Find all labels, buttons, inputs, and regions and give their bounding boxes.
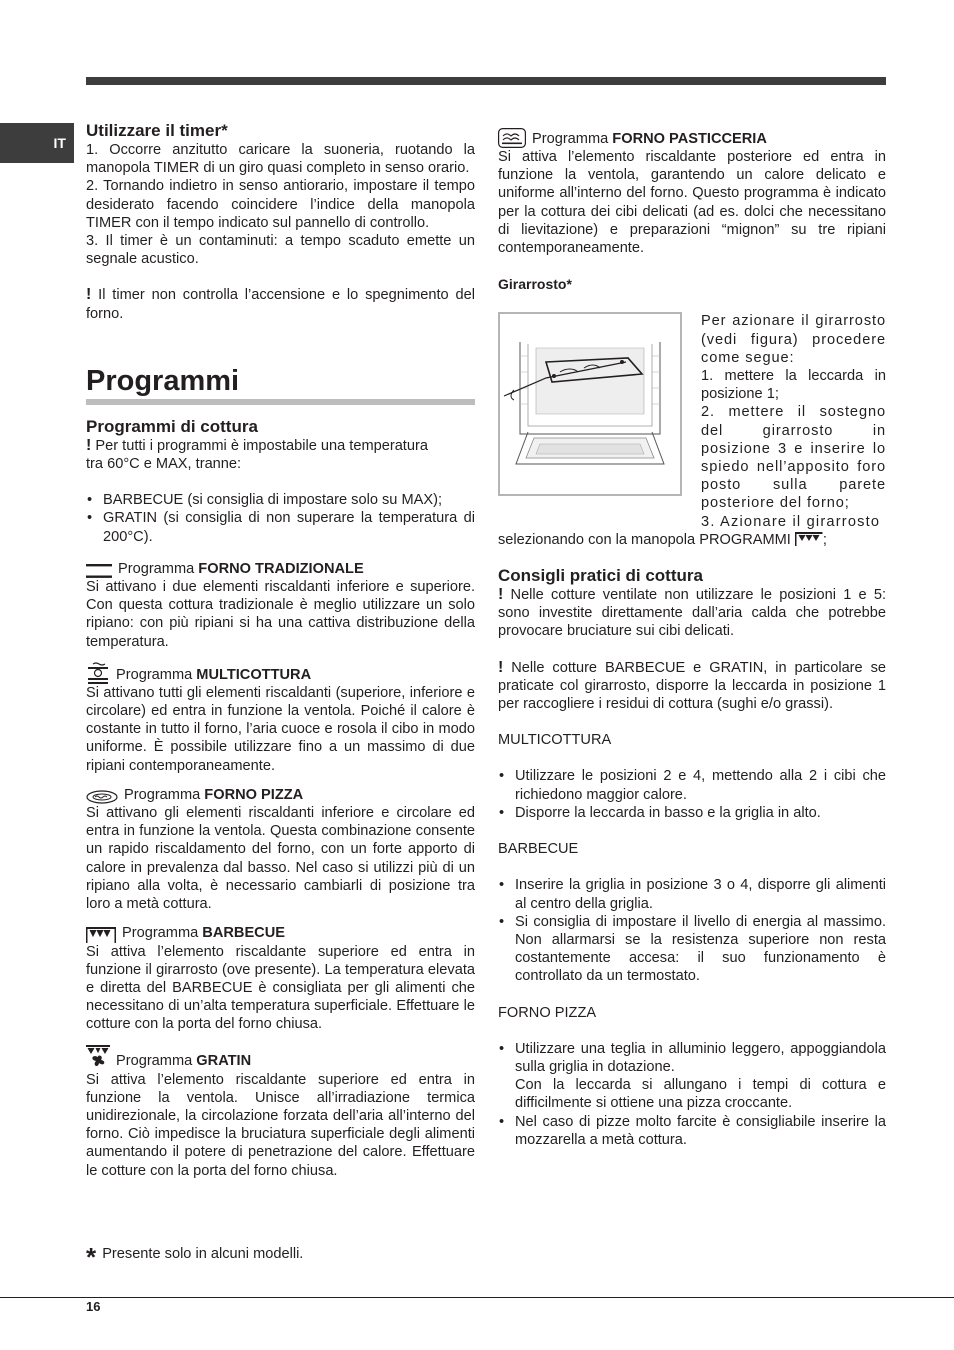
program-prefix: Programma [124, 786, 201, 803]
multicottura-icon [86, 662, 110, 684]
header-rule [86, 77, 886, 85]
exceptions-list [86, 491, 475, 546]
program-heading-forno-pizza [86, 786, 475, 804]
footnote-text: Presente solo in alcuni modelli. [102, 1246, 304, 1262]
girarrosto-line: 2. mettere il sostegno del girarrosto in posizione 3 e inserire lo spiedo nell’apposito foro posto sulla parete posteriore del forno; [701, 404, 886, 512]
list-item: • Disporre la leccarda in basso e la griglia in alto. [498, 804, 886, 822]
girarrosto-tail [498, 531, 886, 549]
barbecue-icon [86, 927, 116, 943]
program-heading-barbecue [86, 924, 475, 942]
program-description: Si attiva l’elemento riscaldante superiore ed entra in funzione la ventola. Unisce all’irradiazione termica unidirezionale, la circolazione forzata dell’aria all’interno del forno. Ciò impedisce la bruciatura superficiale degli alimenti aumentando il potere di penetrazione del calore. Effettuare le cotture con la porta del forno chiusa. [86, 1071, 475, 1179]
girarrosto-tail-end: ; [822, 531, 827, 548]
language-tab: IT [0, 123, 74, 163]
barbecue-icon [795, 532, 823, 546]
timer-heading: Utilizzare il timer* [86, 121, 228, 140]
list-item: • Inserire la griglia in posizione 3 o 4, disporre gli alimenti al centro della griglia. [498, 876, 886, 912]
program-name: FORNO TRADIZIONALE [198, 560, 364, 577]
program-prefix: Programma [118, 560, 195, 577]
right-column [498, 128, 886, 1149]
list-item [498, 1040, 886, 1113]
warning-mark: ! [86, 436, 92, 454]
girarrosto-heading: Girarrosto* [498, 276, 572, 293]
gratin-icon [86, 1045, 110, 1071]
girarrosto-line: 1. mettere la leccarda in posizione 1; [701, 368, 886, 403]
oven-drawing [500, 314, 680, 494]
multicottura-label: MULTICOTTURA [498, 732, 612, 749]
programmi-title: Programmi [86, 365, 475, 405]
program-description: Si attiva l’elemento riscaldante superiore ed entra in funzione il girarrosto (ove presente). La temperatura elevata e diretta del BARBECUE è consigliata per gli alimenti che necessitano di un’alta temperatura superficiale. Effettuare le cotture con la porta del forno chiusa. [86, 943, 475, 1033]
girarrosto-tail-text: selezionando con la manopola PROGRAMMI [498, 531, 791, 548]
consigli-note-1 [498, 586, 886, 641]
girarrosto-section [498, 312, 886, 549]
timer-step-2: 2. Tornando indietro in senso antiorario, impostare il tempo desiderato facendo coincidere l’indice della manopola TIMER con il tempo indicato sul pannello di controllo. [86, 178, 475, 231]
program-name: FORNO PASTICCERIA [612, 130, 767, 147]
program-name: FORNO PIZZA [204, 786, 304, 803]
program-name: BARBECUE [202, 925, 285, 942]
program-description: Si attivano gli elementi riscaldanti inferiore e circolare ed entra in funzione la ventola. Questa combinazione consente un rapido riscaldamento del forno, con un forte apporto di calore in prevalenza dal basso. Nel caso si utilizzi più di un ripiano alla volta, è necessario cambiarli di posizione tra loro a metà cottura. [86, 805, 475, 913]
program-name: GRATIN [196, 1053, 252, 1070]
program-prefix: Programma [122, 925, 199, 942]
list-item: • Utilizzare le posizioni 2 e 4, mettendo alla 2 i cibi che richiedono maggior calore. [498, 767, 886, 803]
left-column [86, 121, 475, 1180]
footer-rule [0, 1297, 954, 1298]
program-prefix: Programma [116, 1053, 193, 1070]
timer-note-text: Il timer non controlla l’accensione e lo spegnimento del forno. [86, 287, 475, 322]
oven-rotisserie-illustration [498, 312, 682, 496]
timer-step-3: 3. Il timer è un contaminuti: a tempo scaduto emette un segnale acustico. [86, 233, 475, 268]
program-prefix: Programma [532, 130, 609, 147]
consigli-heading: Consigli pratici di cottura [498, 566, 703, 586]
list-item-text: Utilizzare una teglia in alluminio leggero, appoggiandola sulla griglia in dotazione. [515, 1040, 886, 1075]
program-heading-gratin [86, 1045, 475, 1071]
programmi-intro [86, 437, 475, 473]
consigli-note-text: Nelle cotture BARBECUE e GRATIN, in particolare se praticate col girarrosto, disporre la leccarda in posizione 1 per raccogliere i residui di cottura (sughi e/o grassi). [498, 659, 886, 713]
forno-tradizionale-icon [86, 564, 112, 578]
warning-mark: ! [86, 286, 92, 304]
program-description: Si attivano i due elementi riscaldanti inferiore e superiore. Con questa cottura tradizionale è meglio utilizzare un solo ripiano: con più ripiani si ha una cattiva distribuzione della temperatura. [86, 579, 475, 650]
program-name: MULTICOTTURA [196, 666, 312, 683]
programmi-cottura-heading: Programmi di cottura [86, 416, 258, 436]
warning-mark: ! [498, 586, 504, 604]
warning-mark: ! [498, 658, 504, 676]
program-heading-forno-pasticceria [498, 128, 886, 148]
barbecue-label: BARBECUE [498, 841, 579, 858]
forno-pizza-icon [86, 790, 118, 804]
timer-note [86, 286, 475, 322]
forno-pasticceria-icon [498, 128, 526, 148]
footnote-mark: * [86, 1242, 97, 1272]
girarrosto-line: Per azionare il girarrosto (vedi figura) procedere come segue: [701, 313, 886, 366]
program-heading-multicottura [86, 662, 475, 684]
list-item-text: Con la leccarda si allungano i tempi di cottura e difficilmente si ottiene una pizza croccante. [515, 1077, 886, 1112]
list-item: • BARBECUE (si consiglia di impostare solo su MAX); [86, 491, 475, 509]
girarrosto-line: 3. Azionare il girarrosto [701, 513, 881, 530]
multicottura-list [498, 767, 886, 822]
forno-pizza-label: FORNO PIZZA [498, 1004, 597, 1021]
footnote [86, 1242, 304, 1272]
forno-pizza-list [498, 1040, 886, 1149]
program-description: Si attiva l’elemento riscaldante posteriore ed entra in funzione la ventola, garantendo un calore delicato e uniforme all’interno del forno. Questo programma è indicato per la cottura dei cibi delicati (ad es. dolci che necessitano di lievitazione) e preparazioni “mignon” su tre ripiani contemporaneamente. [498, 149, 886, 257]
barbecue-list [498, 876, 886, 985]
programmi-intro-text: Per tutti i programmi è impostabile una temperatura tra 60°C e MAX, tranne: [86, 437, 428, 473]
program-heading-forno-tradizionale [86, 560, 475, 578]
consigli-note-text: Nelle cotture ventilate non utilizzare le posizioni 1 e 5: sono investite direttamente dall’aria calda che potrebbe provocare bruciature sui cibi delicati. [498, 587, 886, 640]
program-description: Si attivano tutti gli elementi riscaldanti (superiore, inferiore e circolare) ed entra in funzione la ventola. Poiché il calore è costante in tutto il forno, l’aria cuoce e rosola il cibo in modo uniforme. È possibile utilizzare fino a un massimo di due ripiani contemporaneamente. [86, 684, 475, 774]
timer-step-1: 1. Occorre anzitutto caricare la suoneria, ruotando la manopola TIMER di un giro quasi completo in senso orario. [86, 142, 475, 177]
list-item: • GRATIN (si consiglia di non superare la temperatura di 200°C). [86, 509, 475, 545]
list-item: • Nel caso di pizze molto farcite è consigliabile inserire la mozzarella a metà cottura. [498, 1113, 886, 1149]
list-item: • Si consiglia di impostare il livello di energia al massimo. Non allarmarsi se la resistenza superiore non resta costantemente accesa: il suo funzionamento è controllato da un termostato. [498, 913, 886, 986]
page-number: 16 [86, 1299, 101, 1314]
program-prefix: Programma [116, 666, 193, 683]
consigli-note-2 [498, 659, 886, 714]
girarrosto-instructions [701, 312, 886, 530]
